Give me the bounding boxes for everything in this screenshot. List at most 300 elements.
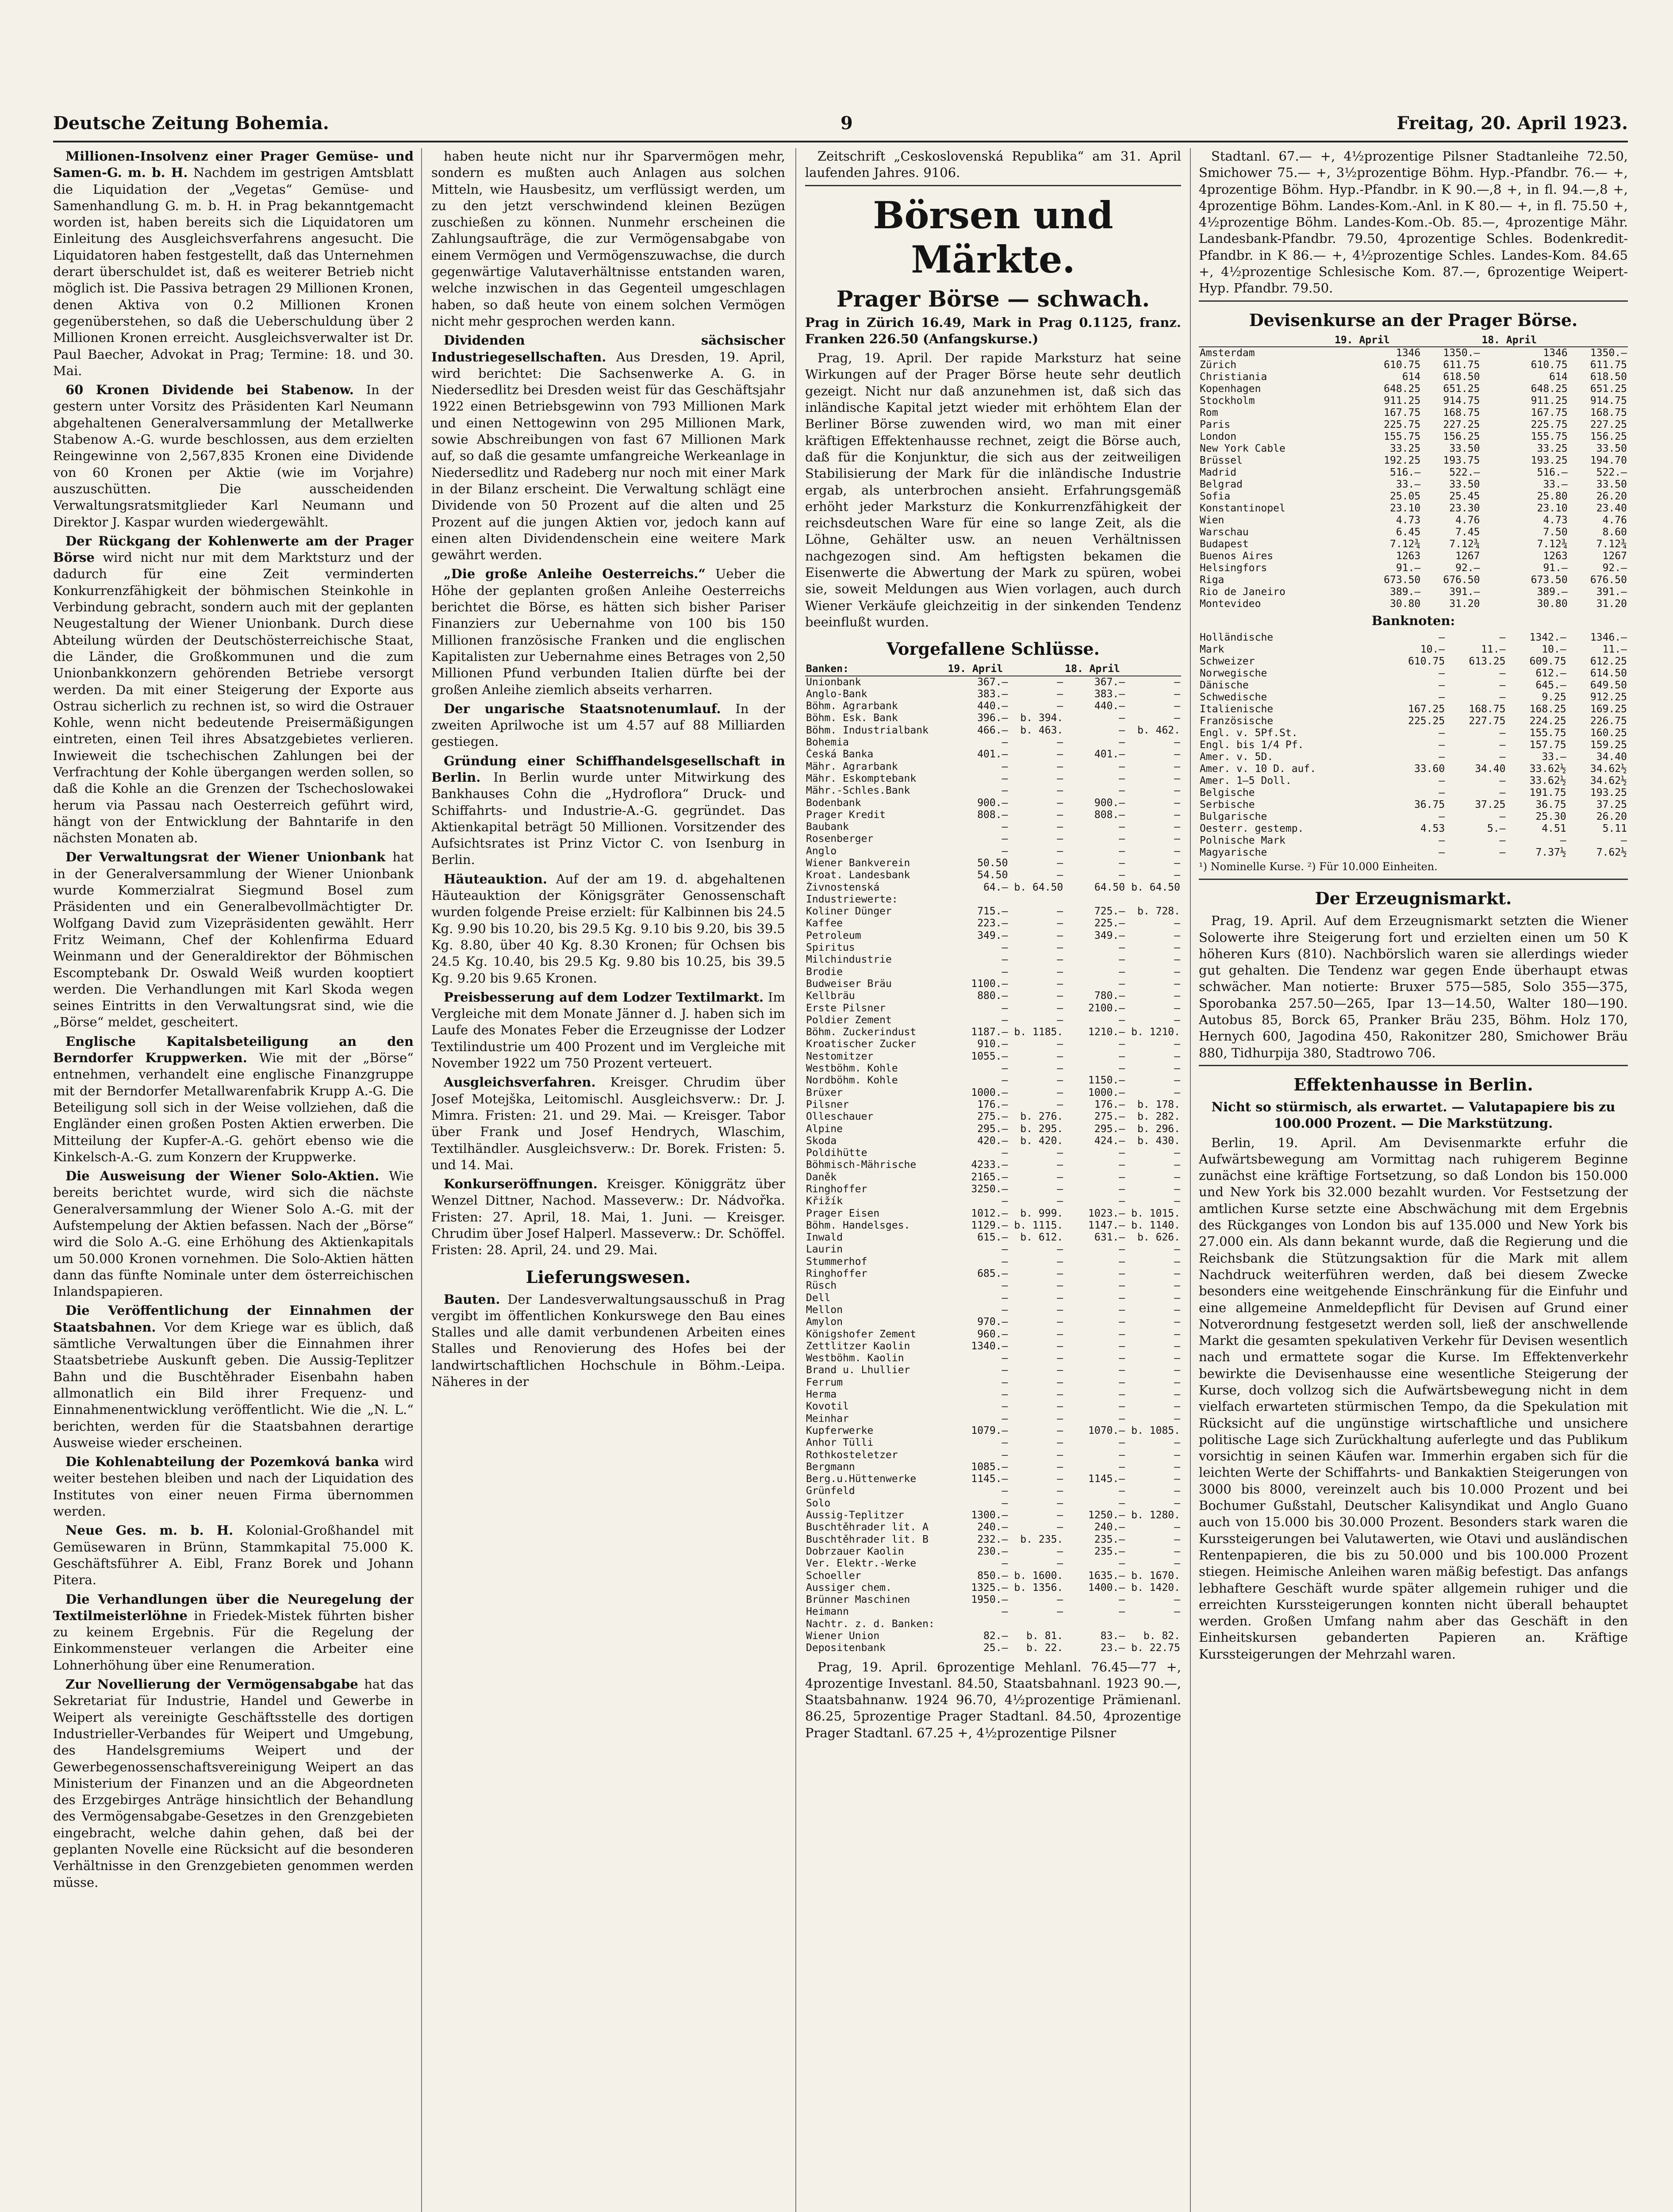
cell-value: 193.25 xyxy=(1531,454,1568,466)
article-text: Wie bereits berichtet wurde, wird sich die nächste Generalversammlung der Wiener Solo A.-G. mit der Aufstempelung der Aktien befassen. Nach der „Börse“ wird die Solo A.-G. eine Erhöhung des Aktienkapitals um 50.000 Kronen vornehmen. Die Solo-Aktien hätten dann das fünfte Nominale unter dem österreichischen Inlandspapieren. xyxy=(53,1168,414,1299)
row-label: Norwegische xyxy=(1200,667,1267,679)
row-label: Serbische xyxy=(1200,799,1255,810)
article-title: Der Verwaltungsrat der Wiener Unionbank xyxy=(65,849,386,865)
cell-value: 4.76 xyxy=(1602,514,1627,526)
cell-value: — xyxy=(1174,1401,1180,1413)
cell-value: 609.75 xyxy=(1529,655,1566,667)
row-label: Böhmisch-Mährische xyxy=(806,1159,917,1171)
row-label: Stockholm xyxy=(1200,395,1255,407)
cell-value: — xyxy=(1174,869,1180,881)
cell-value: b. 22. xyxy=(1026,1642,1063,1654)
cell-value: b. 22.75 xyxy=(1131,1642,1180,1654)
cell-value: 1346.— xyxy=(1590,631,1627,643)
article xyxy=(53,1168,414,1300)
cell-value: — xyxy=(1174,990,1180,1002)
cell-value: — xyxy=(1439,834,1445,846)
table-row xyxy=(805,737,1181,749)
row-label: Spiritus xyxy=(806,942,855,954)
cell-value: 420.— xyxy=(977,1135,1008,1147)
row-label: Laurin xyxy=(806,1244,843,1256)
cell-value: 168.25 xyxy=(1529,703,1566,715)
cell-value: 1085.— xyxy=(971,1461,1008,1473)
cell-value: — xyxy=(1057,990,1063,1002)
cell-value: b. 1356. xyxy=(1014,1582,1063,1594)
cell-value: — xyxy=(1001,1256,1008,1267)
cell-value: 25.80 xyxy=(1537,490,1568,502)
row-label: Olleschauer xyxy=(806,1111,874,1123)
cell-value: — xyxy=(1174,1389,1180,1401)
article-title: Der Rückgang der Kohlenwerte am der Prager Börse xyxy=(53,533,414,565)
cell-value: — xyxy=(1174,1063,1180,1075)
cell-value: — xyxy=(1174,700,1180,712)
cell-value: 33.50 xyxy=(1449,478,1480,490)
table-row xyxy=(1199,419,1628,431)
row-label: Engl. v. 5Pf.St. xyxy=(1200,727,1298,739)
article-title: Preisbesserung auf dem Lodzer Textilmarkt. xyxy=(444,989,764,1005)
article-title: Millionen-Insolvenz einer Prager Gemüse- und Samen-G. m. b. H. xyxy=(53,149,414,180)
cell-value: — xyxy=(1174,1521,1180,1533)
row-label: Amer. 1—5 Doll. xyxy=(1200,775,1292,787)
eff-title: Effektenhausse in Berlin. xyxy=(1293,1074,1533,1094)
cell-value: b. 235. xyxy=(1020,1533,1063,1545)
table-header: Banken: xyxy=(805,663,947,676)
row-label: Böhm. Agrarbank xyxy=(806,700,898,712)
row-label: Holländische xyxy=(1200,631,1274,643)
row-label: Kellbräu xyxy=(806,990,855,1002)
cell-value: 275.— xyxy=(1094,1111,1125,1123)
cell-value: — xyxy=(1057,1328,1063,1340)
cell-value: — xyxy=(1001,966,1008,978)
cell-value: — xyxy=(1439,739,1445,751)
row-label: Depositenbank xyxy=(806,1642,886,1654)
cell-value: 169.25 xyxy=(1590,703,1627,715)
table-row xyxy=(1199,503,1628,515)
cell-value: — xyxy=(1174,857,1180,869)
cell-value: 240.— xyxy=(977,1521,1008,1533)
table-header: 18. April xyxy=(1064,663,1126,676)
cell-value: 4.53 xyxy=(1420,822,1445,834)
cell-value: — xyxy=(1057,1268,1063,1280)
table-header xyxy=(1126,663,1181,676)
row-label: Französische xyxy=(1200,715,1274,727)
table-row xyxy=(1199,550,1628,562)
row-label: Westböhm. Kaolin xyxy=(806,1352,904,1364)
masthead xyxy=(53,113,1628,139)
cell-value: — xyxy=(1001,737,1008,749)
cell-value: — xyxy=(1439,787,1445,799)
cell-value: 1210.— xyxy=(1088,1026,1125,1038)
cell-value: 1055.— xyxy=(971,1050,1008,1062)
cell-value: 167.75 xyxy=(1531,407,1568,419)
table-row xyxy=(805,1461,1181,1473)
cell-value: — xyxy=(1119,1401,1125,1413)
article xyxy=(431,989,785,1071)
cell-value: — xyxy=(1057,1401,1063,1413)
row-label: Böhm. Industrialbank xyxy=(806,724,929,736)
cell-value: 91.— xyxy=(1543,562,1568,574)
cell-value: 240.— xyxy=(1094,1521,1125,1533)
cell-value: — xyxy=(1174,1449,1180,1461)
table-row xyxy=(1199,407,1628,419)
table-row xyxy=(805,1183,1181,1195)
article xyxy=(431,1176,785,1258)
row-label: Prager Eisen xyxy=(806,1207,880,1219)
table-row xyxy=(805,1437,1181,1449)
cell-value: — xyxy=(1057,772,1063,784)
cell-value: 610.75 xyxy=(1408,655,1445,667)
table-row xyxy=(805,1087,1181,1099)
article-text: wird weiter bestehen bleiben und nach der Liquidation des Institutes von einer neuen Firma übernommen werden. xyxy=(53,1454,414,1519)
row-label: Rio de Janeiro xyxy=(1200,586,1285,598)
cell-value: 225.75 xyxy=(1531,419,1568,430)
cell-value: — xyxy=(1119,1316,1125,1328)
row-label: Brüssel xyxy=(1200,454,1243,466)
cell-value: — xyxy=(1174,978,1180,990)
cell-value: — xyxy=(1174,1014,1180,1026)
cell-value: — xyxy=(1057,1087,1063,1098)
row-label: Nordböhm. Kohle xyxy=(806,1075,898,1087)
article-title: Gründung einer Schiffhandelsgesellschaft in Berlin. xyxy=(431,753,785,785)
cell-value: — xyxy=(1119,772,1125,784)
cell-value: — xyxy=(1174,1545,1180,1557)
column-2 xyxy=(431,148,785,2212)
cell-value: 26.20 xyxy=(1596,490,1627,502)
cell-value: 156.25 xyxy=(1590,430,1627,442)
row-label: Brüxer xyxy=(806,1087,843,1098)
cell-value: 4.76 xyxy=(1455,514,1480,526)
cell-value: b. 430. xyxy=(1137,1135,1180,1147)
cell-value: — xyxy=(1119,1485,1125,1497)
article xyxy=(431,871,785,987)
cell-value: — xyxy=(1174,712,1180,724)
row-label: Konstantinopel xyxy=(1200,502,1285,514)
cell-value: 1187.— xyxy=(971,1026,1008,1038)
article-title: Häuteauktion. xyxy=(444,871,548,887)
article-text: Kreisger. Königgrätz über Wenzel Dittner, Nachod. Masseverw.: Dr. Nádvořka. Fristen: 27. April, 18. Mai, 1. Juni. — Kreisger. Chrudim über Josef Halperl. Masseverw.: Dr. Schöffel. Fristen: 28. April, 24. und 29. Mai. xyxy=(431,1176,785,1258)
table-row xyxy=(805,1195,1181,1207)
row-label: Zürich xyxy=(1200,359,1237,371)
cell-value: 614.50 xyxy=(1590,667,1627,679)
cell-value: 1250.— xyxy=(1088,1509,1125,1521)
cell-value: 1300.— xyxy=(971,1509,1008,1521)
table-row xyxy=(1199,526,1628,538)
table-row xyxy=(805,797,1181,809)
cell-value: 673.50 xyxy=(1531,574,1568,586)
cell-value: 25.— xyxy=(983,1642,1008,1654)
row-label: Montevideo xyxy=(1200,598,1261,610)
cell-value: — xyxy=(1174,1304,1180,1316)
table-row xyxy=(1199,443,1628,455)
cell-value: b. 1085. xyxy=(1131,1425,1180,1436)
cell-value: — xyxy=(1119,1449,1125,1461)
cell-value: — xyxy=(1119,1280,1125,1292)
article-title: Die Kohlenabteilung der Pozemková banka xyxy=(65,1454,379,1470)
table-row xyxy=(1199,359,1628,371)
row-label: Kaffee xyxy=(806,918,843,929)
row-label: Kupferwerke xyxy=(806,1425,874,1436)
row-label: Böhm. Handelsges. xyxy=(806,1219,910,1231)
cell-value: — xyxy=(1057,966,1063,978)
cell-value: 1350.— xyxy=(1443,347,1480,359)
table-row xyxy=(805,1123,1181,1135)
table-row xyxy=(1199,703,1628,715)
cell-value: b. 1140. xyxy=(1131,1219,1180,1231)
table-row xyxy=(805,966,1181,978)
cell-value: — xyxy=(1174,809,1180,821)
cell-value: 1325.— xyxy=(971,1582,1008,1594)
cell-value: b. 81. xyxy=(1026,1630,1063,1642)
table-row xyxy=(805,1208,1181,1220)
table-header: 18. April xyxy=(1481,334,1568,347)
erz-title: Der Erzeugnismarkt. xyxy=(1315,888,1512,909)
row-label: Anglo-Bank xyxy=(806,688,867,700)
cell-value: 349.— xyxy=(977,929,1008,941)
table-row xyxy=(805,1582,1181,1594)
cell-value: 1150.— xyxy=(1088,1075,1125,1087)
cell-value: 5.— xyxy=(1487,822,1506,834)
cell-value: — xyxy=(1001,1606,1008,1618)
cell-value: 23.10 xyxy=(1537,502,1568,514)
cell-value: 651.25 xyxy=(1443,383,1480,395)
table-row xyxy=(1199,811,1628,823)
cell-value: — xyxy=(1499,631,1506,643)
cell-value: 516.— xyxy=(1389,466,1421,478)
row-label: Anglo xyxy=(806,845,837,857)
cell-value: — xyxy=(1174,1340,1180,1352)
cell-value: — xyxy=(1174,1461,1180,1473)
row-label: Poldier Zement xyxy=(806,1014,892,1026)
cell-value: — xyxy=(1439,631,1445,643)
cell-value: — xyxy=(1057,1461,1063,1473)
cell-value: 33.— xyxy=(1542,751,1566,763)
cell-value: — xyxy=(1057,1195,1063,1207)
row-label: Kroat. Landesbank xyxy=(806,869,910,881)
table-row xyxy=(805,1364,1181,1376)
row-label: Böhm. Zuckerindust xyxy=(806,1026,917,1038)
row-label: Helsingfors xyxy=(1200,562,1267,574)
cell-value: — xyxy=(1174,1352,1180,1364)
table-row xyxy=(805,1498,1181,1509)
devisen-title: Devisenkurse an der Prager Börse. xyxy=(1249,310,1578,330)
row-label: Schwedische xyxy=(1200,691,1267,703)
cell-value: — xyxy=(1001,760,1008,772)
article xyxy=(431,701,785,750)
divider xyxy=(1199,879,1628,880)
cell-value: b. 1670. xyxy=(1131,1570,1180,1582)
table-row xyxy=(1199,395,1628,407)
cell-value: — xyxy=(1001,1376,1008,1388)
cell-value: b. 1015. xyxy=(1131,1207,1180,1219)
cell-value: — xyxy=(1439,846,1445,858)
row-label: Brand u. Lhullier xyxy=(806,1364,910,1376)
cell-value: — xyxy=(1057,676,1063,688)
table-row xyxy=(805,1485,1181,1497)
cell-value: 367.— xyxy=(977,676,1008,688)
column-divider xyxy=(795,148,796,2212)
cell-value: — xyxy=(1001,954,1008,966)
banknoten-title: Banknoten: xyxy=(1371,613,1455,628)
cell-value: — xyxy=(1057,857,1063,869)
market-report: Prag, 19. April. Der rapide Marksturz hat seine Wirkungen auf der Prager Börse heute sehr deutlich gezeigt. Nicht nur daß anzunehmen ist, daß sich das inländische Kapital jetzt wieder mit erhöhtem Elan der Berliner Börse zuwenden wird, wo man mit einer kräftigen Effektenhausse rechnet, zeigt die Börse auch, daß für die Konjunktur, die sich aus der zeitweiligen Stabilisierung der Mark für die inländische Industrie ergab, als unterbrochen ansieht. Erfahrungsgemäß erhöht jeder Marksturz die Konkurrenzfähigkeit der reichsdeutschen Ware für eine so lange Zeit, als die Löhne, Gehälter usw. an neuen Verhältnissen nachgezogen sind. Am heftigsten bekamen die Eisenwerte die Abwertung der Mark zu spüren, wobei sie, soweit Meldungen aus Wien vorlagen, auch durch Wiener Verkäufe gleichzeitig in der sinkenden Tendenz beeinflußt wurden. xyxy=(805,350,1181,630)
table-row xyxy=(1199,799,1628,811)
cell-value: 168.75 xyxy=(1590,407,1627,419)
cell-value: — xyxy=(1119,845,1125,857)
table-row xyxy=(805,1352,1181,1364)
footnote: ¹) Nominelle Kurse. ²) Für 10.000 Einheiten. xyxy=(1199,860,1438,873)
cell-value: 1263 xyxy=(1543,550,1568,562)
cell-value: 50.50 xyxy=(977,857,1008,869)
cell-value: — xyxy=(1057,1292,1063,1304)
cell-value: — xyxy=(1439,667,1445,679)
table-row xyxy=(805,845,1181,857)
cell-value: — xyxy=(1119,712,1125,724)
article-text: In Berlin wurde unter Mitwirkung des Bankhauses Cohn die „Hydroflora“ Druck- und Schiffahrts- und Industrie-A.-G. gegründet. Das Aktienkapital beträgt 50 Millionen. Vorsitzender des Aufsichtsrates ist Prinz Victor C. von Isenburg in Berlin. xyxy=(431,769,785,868)
row-label: Ringhoffer xyxy=(806,1183,867,1195)
table-row xyxy=(1199,479,1628,491)
cell-value: b. 626. xyxy=(1137,1232,1180,1244)
table-row xyxy=(1199,632,1628,644)
table-row xyxy=(805,1642,1181,1654)
cell-value: — xyxy=(1119,1328,1125,1340)
row-label: Baubank xyxy=(806,821,849,833)
eff-text: Berlin, 19. April. Am Devisenmarkte erfuhr die Aufwärtsbewegung am Vormittag nach ruhigerem Beginne zunächst eine kräftige Fortsetzung, so daß London bis 150.000 und New York bis 32.000 bezahlt wurden. Vor Festsetzung der amtlichen Kurse setzte eine Abschwächung mit dem Ergebnis des Rückganges von London bis auf 135.000 und New York bis 27.000 ein. Als dann bekannt wurde, daß die Regierung und die Reichsbank die Stützungsaktion für die Mark mit allem Nachdruck weiterführen werden, daß bei diesem Zwecke besonders eine weitgehende Einschränkung für die Einfuhr und eine allgemeine Anmeldepflicht für Devisen auf Grund einer Notverordnung festgesetzt werden soll, ließ der anschwellende Markt die gesamten spekulativen Verkehr für Devisen wesentlich nach und ermattete sogar die Kurse. Im Effektenverkehr bewirkte die Devisenhausse eine wesentliche Steigerung der Kurse, doch vollzog sich die Aufwärtsbewegung nicht in dem vielfach erwarteten stürmischen Tempo, da die Spekulation mit Rücksicht auf die ungünstige wirtschaftliche und unsichere politische Lage sich Zurückhaltung auferlegte und das Publikum vorsichtig in seinen Käufen war. Immerhin ergaben sich für die leichten Werte der Schiffahrts- und Bankaktien Steigerungen von 3000 bis 8000, vereinzelt auch bis 10.000 Prozent und bei Bochumer Gußstahl, Deutscher Kalisyndikat und Anglo Guano auch von 15.000 bis 30.000 Prozent. Besonders stark waren die Kurssteigerungen bei Valutawerten, wie Otavi und ausländischen Rentenpapieren, die bis zu 50.000 und bis 100.000 Prozent stiegen. Heimische Anleihen waren mäßig befestigt. Das anfangs lebhaftere Geschäft wurde später allgemein ruhiger und die erreichten Kurssteigerungen konnten nicht überall behauptet werden. Großen Umfang nahm aber das Geschäft in den Einheitskursen gebanderten Papieren an. Kräftige Kurssteigerungen der Mehrzahl waren. xyxy=(1199,1135,1628,1662)
cell-value: — xyxy=(1057,918,1063,929)
erz-text: Prag, 19. April. Auf dem Erzeugnismarkt setzten die Wiener Solowerte ihre Steigerung fort und erzielten einen um 50 K höheren Kurs (810). Nachbörslich waren sie allerdings wieder gut gehalten. Die Tendenz war gegen Ende überhaupt etwas schwächer. Man notierte: Bruxer 575—585, Solo 355—375, Sporobanka 257.50—265, Ipar 13—14.50, Walter 180—190. Autobus 85, Borck 65, Pranker Bräu 235, Böhm. Holz 170, Hernych 600, Jagodina 450, Rakonitzer 280, Smichower Bräu 880, Tidhurpija 380, Stadtrowo 706. xyxy=(1199,913,1628,1060)
cell-value: 7.45 xyxy=(1455,526,1480,538)
table-row xyxy=(805,869,1181,881)
cell-value: 275.— xyxy=(977,1111,1008,1123)
cell-value: — xyxy=(1057,833,1063,845)
cell-value: b. 1115. xyxy=(1014,1219,1063,1231)
table-row xyxy=(1199,644,1628,656)
article-text: in Friedek-Mistek führten bisher zu keinem Ergebnis. Für die Regelung der Einkommensteuer verlangen die Arbeiter eine Lohnerhöhung über eine Renumeration. xyxy=(53,1608,414,1673)
article-text: Nachdem im gestrigen Amtsblatt die Liquidation der „Vegetas“ Gemüse- und Samenhandlung G. m. b. H. in Prag bekanntgemacht worden ist, haben bereits sich die Liquidatoren um Einleitung des Ausgleichsverfahrens angesucht. Die Liquidatoren haben festgestellt, daß das Unternehmen derart überschuldet ist, daß es weiterer Betrieb nicht möglich ist. Die Passiva betragen 29 Millionen Kronen, denen Aktiva von 0.2 Millionen Kronen gegenüberstehen, so daß die Ueberschuldung über 2 Millionen Kronen erreicht. Ausgleichsverwalter ist Dr. Paul Baecher, Advokat in Prag; Termine: 18. und 30. Mai. xyxy=(53,165,414,378)
cell-value: 1147.— xyxy=(1088,1219,1125,1231)
cell-value: — xyxy=(1119,785,1125,797)
cell-value: — xyxy=(1119,1195,1125,1207)
cell-value: 227.25 xyxy=(1590,419,1627,430)
col3-bottom-text: Prag, 19. April. 6prozentige Mehlanl. 76.45—77 +, 4prozentige Investanl. 84.50, Staatsbahnanl. 1923 90.—, Staatsbahnanw. 1924 96.70, 4½prozentige Prämienanl. 86.25, 5prozentige Prager Stadtanl. 84.50, 4prozentige Prager Stadtanl. 67.25 +, 4½prozentige Pilsner xyxy=(805,1659,1181,1740)
paper-title: Deutsche Zeitung Bohemia. xyxy=(53,113,329,134)
cell-value: 4.51 xyxy=(1542,822,1566,834)
cell-value: — xyxy=(1174,1594,1180,1606)
table-row xyxy=(805,761,1181,773)
cell-value: 391.— xyxy=(1449,586,1480,598)
cell-value: b. 282. xyxy=(1137,1111,1180,1123)
cell-value: — xyxy=(1057,1050,1063,1062)
cell-value: — xyxy=(1174,1268,1180,1280)
row-label: Wiener Bankverein xyxy=(806,857,910,869)
table-row xyxy=(805,1171,1181,1183)
cell-value: b. 463. xyxy=(1020,724,1063,736)
article-title: Die Verhandlungen über die Neuregelung der Textilmeisterlöhne xyxy=(53,1591,414,1623)
cell-value: 676.50 xyxy=(1590,574,1627,586)
cell-value: — xyxy=(1057,749,1063,760)
cell-value: b. 420. xyxy=(1020,1135,1063,1147)
row-label: Bodenbank xyxy=(806,797,861,809)
cell-value: — xyxy=(1057,1389,1063,1401)
cell-value: 900.— xyxy=(1094,797,1125,809)
table-row xyxy=(805,785,1181,797)
cell-value: — xyxy=(1119,1147,1125,1159)
cell-value: 880.— xyxy=(977,990,1008,1002)
table-row xyxy=(805,1316,1181,1328)
cell-value: 11.— xyxy=(1602,643,1627,655)
table-row xyxy=(805,1111,1181,1123)
cell-value: 159.25 xyxy=(1590,739,1627,751)
cell-value: — xyxy=(1119,1594,1125,1606)
cell-value: 11.— xyxy=(1481,643,1506,655)
cell-value: 7.12¾ xyxy=(1596,538,1627,550)
cell-value: 10.— xyxy=(1542,643,1566,655)
table-row xyxy=(805,1292,1181,1304)
cell-value: — xyxy=(1119,760,1125,772)
row-label: Amsterdam xyxy=(1200,347,1255,359)
row-label: Heimann xyxy=(806,1606,849,1618)
cell-value: 31.20 xyxy=(1449,598,1480,610)
cell-value: 232.— xyxy=(977,1533,1008,1545)
article xyxy=(53,148,414,379)
cell-value: — xyxy=(1057,809,1063,821)
cell-value: — xyxy=(1174,1002,1180,1014)
cell-value: 383.— xyxy=(977,688,1008,700)
cell-value: — xyxy=(1174,676,1180,688)
row-label: Paris xyxy=(1200,419,1231,430)
cell-value: 1263 xyxy=(1396,550,1421,562)
table-row xyxy=(805,882,1181,894)
cell-value: — xyxy=(1057,1098,1063,1110)
row-label: Italienische xyxy=(1200,703,1274,715)
cell-value: — xyxy=(1174,1413,1180,1425)
article-text: haben heute nicht nur ihr Sparvermögen mehr, sondern es mußten auch Anlagen aus solchen Mitteln, wie Hausbesitz, um verflüssigt werden, um zu den jetzt verschwindend kleinen Bezügen zuschießen zu können. Nunmehr erscheinen die Zahlungsaufträge, die zur Vermögensabgabe von einem Vermögen und Vermögenszuwachse, die durch gegenwärtige Valutaverhältnisse entstanden waren, welche inzwischen in das Gegenteil umgeschlagen haben, so daß heute von einem solchen Vermögen nicht mehr gesprochen werden kann. xyxy=(431,149,785,329)
cell-value: 914.75 xyxy=(1590,395,1627,407)
divider xyxy=(1199,1065,1628,1066)
table-row xyxy=(805,1038,1181,1050)
table-row xyxy=(805,942,1181,954)
cell-value: — xyxy=(1174,1256,1180,1267)
cell-value: 466.— xyxy=(977,724,1008,736)
article-title: Die Veröffentlichung der Einnahmen der Staatsbahnen. xyxy=(53,1303,414,1335)
article xyxy=(53,1522,414,1588)
row-label: Rom xyxy=(1200,407,1218,419)
cell-value: — xyxy=(1560,834,1566,846)
article xyxy=(431,1291,785,1390)
cell-value: — xyxy=(1001,1558,1008,1570)
cell-value: — xyxy=(1119,1171,1125,1183)
table-row xyxy=(1199,656,1628,668)
cell-value: 611.75 xyxy=(1443,359,1480,371)
row-label: Mähr. Eskomptebank xyxy=(806,772,917,784)
column-divider xyxy=(421,148,422,2212)
cell-value: 522.— xyxy=(1449,466,1480,478)
table-row xyxy=(805,676,1181,688)
cell-value: — xyxy=(1119,1244,1125,1256)
table-row xyxy=(1199,847,1628,859)
row-label: Pilsner xyxy=(806,1098,849,1110)
cell-value: — xyxy=(1174,772,1180,784)
cell-value: — xyxy=(1057,1509,1063,1521)
table-row xyxy=(805,1063,1181,1075)
cell-value: 9.25 xyxy=(1542,691,1566,703)
cell-value: — xyxy=(1174,821,1180,833)
row-label: Kroatischer Zucker xyxy=(806,1038,917,1050)
row-label: Petroleum xyxy=(806,929,861,941)
cell-value: 30.80 xyxy=(1537,598,1568,610)
cell-value: — xyxy=(1057,1521,1063,1533)
row-label: Buschtěhrader lit. A xyxy=(806,1521,929,1533)
cell-value: 1012.— xyxy=(971,1207,1008,1219)
cell-value: 235.— xyxy=(1094,1545,1125,1557)
